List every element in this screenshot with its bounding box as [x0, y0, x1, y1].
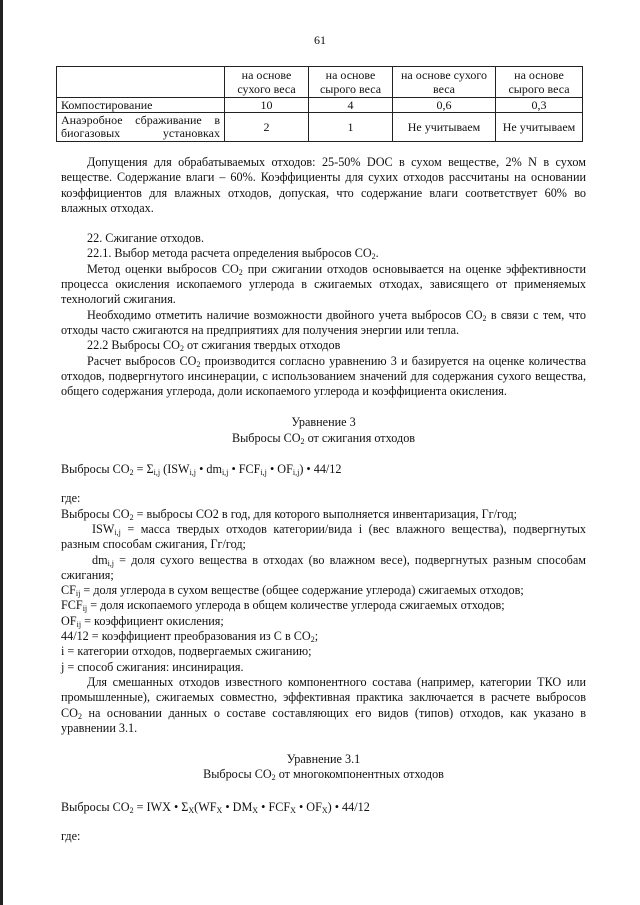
subscript: 2	[271, 773, 276, 783]
text: .	[375, 246, 379, 261]
section-heading-22-2	[61, 338, 586, 353]
subscript: 2	[310, 635, 315, 645]
text: ) • 44/12	[327, 799, 370, 814]
where-label-2: где:	[61, 828, 81, 843]
text: = доля сухого вещества в отходах (во влажном весе), подвергнутых разным способам сжигания;	[61, 552, 586, 582]
text: • FCF	[258, 799, 291, 814]
subscript: 2	[129, 512, 134, 522]
definition-j: j = способ сжигания: инсинирация.	[61, 659, 244, 674]
text: Расчет выбросов CO	[87, 353, 197, 368]
subscript: i,j	[189, 468, 197, 478]
text: ;	[314, 629, 319, 644]
assumptions-paragraph: Допущения для обрабатываемых отходов: 25-50% DOC в сухом веществе, 2% N в сухом веществе. Содержание влаги – 60%. Коэффициенты для сухих отходов рассчитаны на основании коэффициентов для влажных отходов, допуская, что содержание влаги соответствует 60% во влажных отходах.	[61, 155, 586, 215]
text: ISW	[92, 521, 115, 536]
method-paragraph	[61, 262, 586, 308]
text: • OF	[295, 799, 322, 814]
subscript: ij	[82, 604, 88, 614]
text: = масса твердых отходов категории/вида i (вес влажного вещества), подвергнутых разным способам сжигания, Гг/год;	[61, 521, 586, 552]
section-heading-22: 22. Сжигание отходов.	[87, 231, 204, 246]
text: • OF	[266, 462, 293, 477]
subscript: i,j	[221, 468, 229, 478]
text: (WF	[194, 799, 217, 814]
subscript: X	[216, 805, 223, 815]
table-row	[57, 98, 583, 113]
table-cell: Компостирование	[57, 98, 225, 113]
subscript: 2	[300, 436, 305, 446]
text: производится согласно уравнению 3 и базируется на оценке количества отходов, подвергнутого инсинерации, с использованием значений для содержания сухого вещества, общего содержания углерода, доли ископаемого углерода и коэффициента окисления.	[61, 353, 587, 399]
table-header-cell: на основе сырого веса	[496, 67, 583, 98]
text: CF	[61, 583, 76, 598]
double-count-paragraph	[61, 308, 586, 339]
table-cell: 0,6	[393, 98, 496, 113]
table-cell: 1	[309, 113, 393, 142]
text: ) • 44/12	[299, 462, 342, 477]
table-row	[57, 113, 583, 142]
subscript: i,j	[153, 468, 161, 478]
table-cell: 10	[225, 98, 309, 113]
mixed-waste-paragraph	[61, 675, 586, 736]
table-header-cell: на основе сухого веса	[225, 67, 309, 98]
definition-of	[61, 614, 586, 629]
equation-3-title	[61, 431, 586, 446]
text: OF	[61, 613, 77, 628]
subscript: X	[290, 805, 296, 815]
subscript: 2	[238, 267, 243, 277]
subscript: 2	[179, 344, 184, 354]
text: в связи с тем, что отходы часто сжигаются на предприятиях для получения энергии или тепла.	[61, 307, 586, 337]
text: Выбросы CO	[203, 767, 272, 782]
text: от сжигания твердых отходов	[183, 338, 341, 353]
text: Метод оценки выбросов CO	[87, 261, 239, 276]
calculation-paragraph	[61, 354, 586, 400]
equation-3-formula	[61, 462, 586, 477]
definition-i: i = категории отходов, подвергаемых сжиганию;	[61, 644, 312, 659]
table-header-cell: на основе сырого веса	[309, 67, 393, 98]
table-header-cell: на основе сухого веса	[393, 67, 496, 98]
text: (ISW	[160, 462, 190, 477]
definition-dm	[61, 553, 586, 584]
text: • dm	[196, 462, 222, 477]
definition-conversion	[61, 629, 586, 644]
text: = IWX • Σ	[133, 799, 189, 814]
subscript: 2	[371, 252, 376, 262]
text: 44/12 = коэффициент преобразования из С в CO	[61, 629, 311, 644]
table-cell: Не учитываем	[393, 113, 496, 142]
text: = Σ	[133, 462, 154, 477]
where-label: где:	[61, 491, 81, 506]
text: 22.2 Выбросы CO	[87, 338, 180, 353]
text: Выбросы CO	[61, 462, 130, 477]
text: = выбросы CO2 в год, для которого выполняется инвентаризация, Гг/год;	[133, 506, 518, 521]
subscript: 2	[129, 805, 134, 815]
text: dm	[92, 552, 108, 567]
equation-3-label: Уравнение 3	[291, 415, 356, 430]
subscript: 2	[196, 359, 201, 369]
text: Необходимо отметить наличие возможности двойного учета выбросов CO	[87, 307, 483, 322]
text: Для смешанных отходов известного компонентного состава (например, категории ТКО или промышленные), сжигаемых совместно, эффективная практика заключается в расчете выбросов CO	[61, 674, 586, 720]
text: FCF	[61, 598, 83, 613]
text: от многокомпонентных отходов	[275, 767, 444, 782]
definition-cf	[61, 583, 586, 598]
table-cell: Не учитываем	[496, 113, 583, 142]
table-header-cell	[57, 67, 225, 98]
text: • FCF	[228, 462, 261, 477]
coefficients-table	[56, 66, 583, 142]
table-cell: 4	[309, 98, 393, 113]
definition-fcf	[61, 598, 586, 613]
equation-3-1-formula	[61, 800, 586, 815]
text: на основании данных о составе составляющих его видов (типов) отходов, как указано в уравнении 3.1.	[61, 705, 586, 735]
subscript: X	[188, 805, 195, 815]
subscript: 2	[482, 313, 487, 323]
subscript: ij	[75, 589, 81, 599]
text: Выбросы CO	[231, 430, 301, 445]
equation-3-1-label: Уравнение 3.1	[286, 752, 361, 767]
text: при сжигании отходов основывается на оценке эффективности процесса окисления ископаемого углерода в сжигаемых отходах, зависящего от применяемых технологий сжигания.	[61, 261, 586, 307]
table-header-row	[57, 67, 583, 98]
scan-edge	[0, 0, 3, 905]
subscript: i,j	[292, 468, 300, 478]
table-cell: Анаэробное сбраживание в биогазовых установках	[57, 113, 225, 142]
text: 22.1. Выбор метода расчета определения выбросов CO	[87, 246, 372, 261]
subscript: X	[321, 805, 328, 815]
text: от сжигания отходов	[304, 430, 416, 445]
text: • DM	[222, 799, 253, 814]
equation-3-1-title	[61, 767, 586, 782]
subscript: ij	[76, 619, 82, 629]
subscript: i,j	[260, 468, 267, 478]
table-cell: 0,3	[496, 98, 583, 113]
text: = доля ископаемого углерода в общем количестве углерода сжигаемых отходов;	[87, 598, 505, 613]
text: = коэффициент окисления;	[81, 613, 224, 628]
page-number: 61	[314, 33, 326, 47]
text: Выбросы CO	[61, 506, 130, 521]
subscript: i,j	[114, 527, 121, 537]
subscript: i,j	[107, 558, 115, 568]
definition-emissions	[61, 507, 586, 522]
subscript: 2	[77, 711, 82, 721]
text: Выбросы CO	[61, 799, 130, 814]
subscript: 2	[129, 468, 134, 478]
definition-isw	[61, 522, 586, 553]
document-body	[61, 155, 586, 844]
section-heading-22-1	[61, 246, 586, 261]
text: = доля углерода в сухом веществе (общее содержание углерода) сжигаемых отходов;	[80, 583, 524, 598]
subscript: X	[252, 805, 259, 815]
table-cell: 2	[225, 113, 309, 142]
